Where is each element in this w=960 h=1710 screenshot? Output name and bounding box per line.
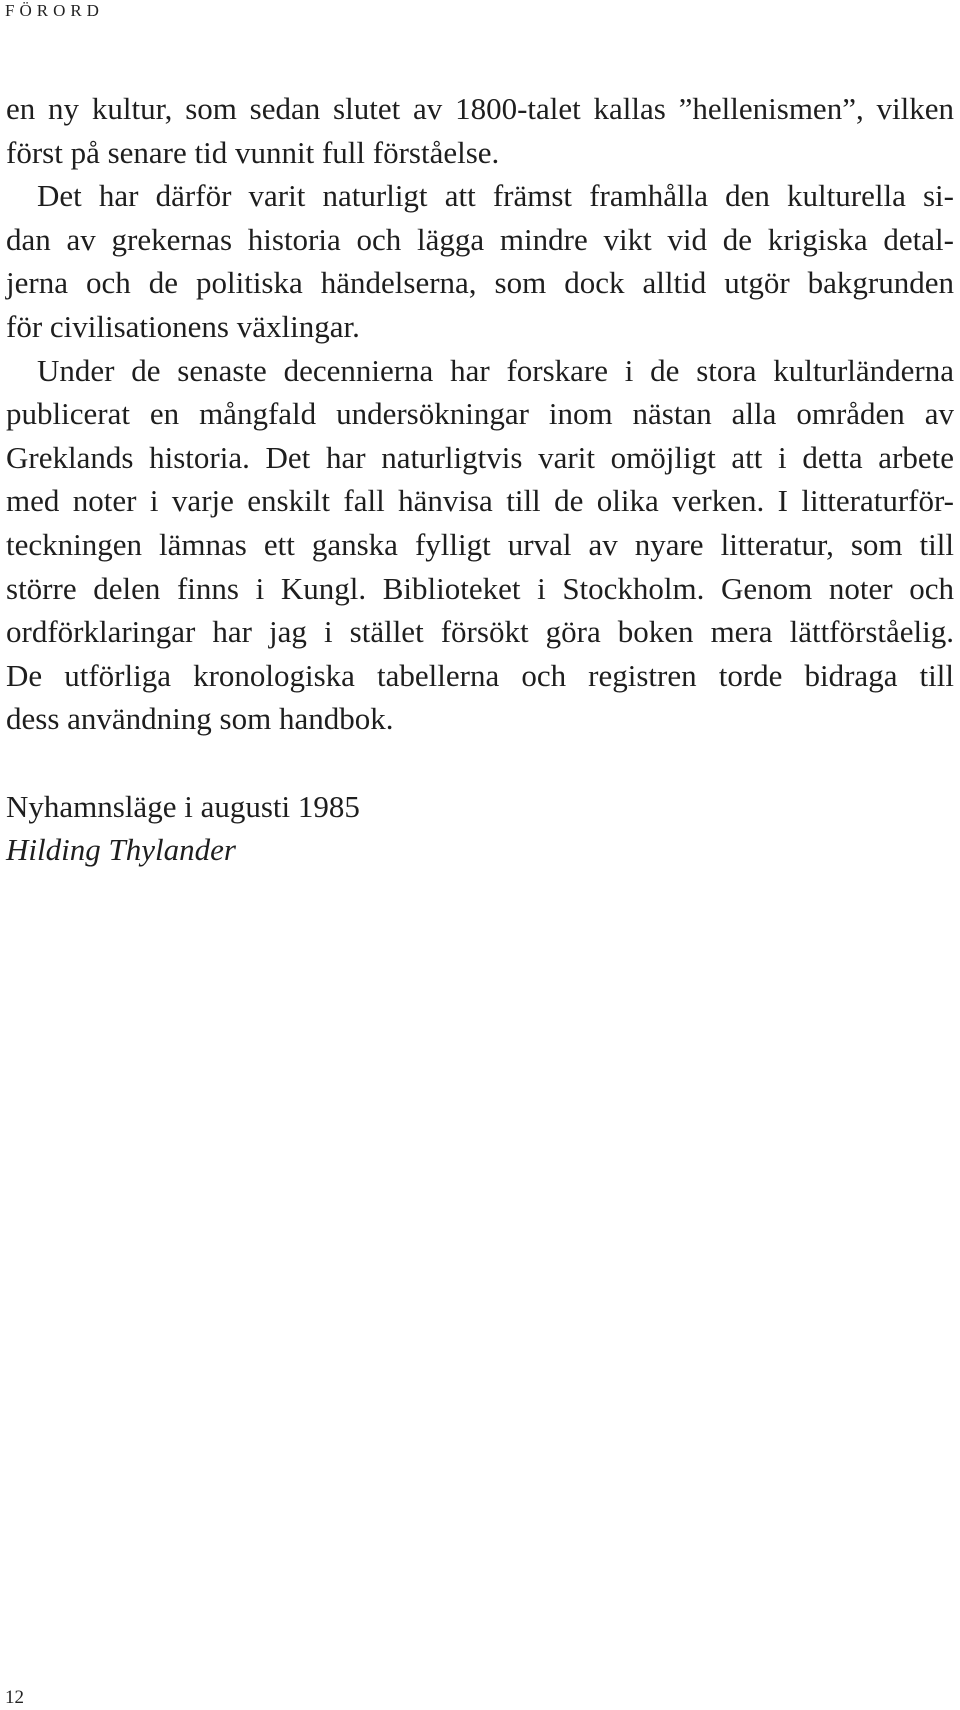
text-line: De utförliga kronologiska tabellerna och registren torde bidraga till [6,657,954,693]
text-line: dess användning som handbok. [6,701,394,737]
text-line: dan av grekernas historia och lägga mindre vikt vid de krigiska detal- [6,221,954,257]
page-number: 12 [5,1687,24,1708]
signature-author: Hilding Thylander [6,832,236,868]
text-line: Greklands historia. Det har naturligtvis varit omöjligt att i detta arbete [6,439,954,475]
text-line: en ny kultur, som sedan slutet av 1800-talet kallas ”hellenismen”, vilken [6,91,954,126]
text-line: Under de senaste decennierna har forskare i de stora kulturländerna [37,352,954,388]
body-text [6,87,954,872]
text-line: Det har därför varit naturligt att främst framhålla den kulturella si- [37,178,954,214]
text-line: för civilisationens växlingar. [6,308,360,344]
signature-place-date: Nyhamnsläge i augusti 1985 [6,788,360,824]
text-line: teckningen lämnas ett ganska fylligt urval av nyare litteratur, som till [6,526,954,562]
paragraph-gap [6,741,954,785]
text-line: större delen finns i Kungl. Biblioteket i Stockholm. Genom noter och [6,570,954,606]
text-line: med noter i varje enskilt fall hänvisa till de olika verken. I litteraturför- [6,483,954,519]
text-line: först på senare tid vunnit full förståelse. [6,134,500,170]
text-line: publicerat en mångfald undersökningar inom nästan alla områden av [6,396,954,432]
running-head: FÖRORD [5,1,104,20]
text-line: jerna och de politiska händelserna, som dock alltid utgör bakgrunden [6,265,954,301]
text-line: ordförklaringar har jag i stället försökt göra boken mera lättförståelig. [6,614,954,650]
